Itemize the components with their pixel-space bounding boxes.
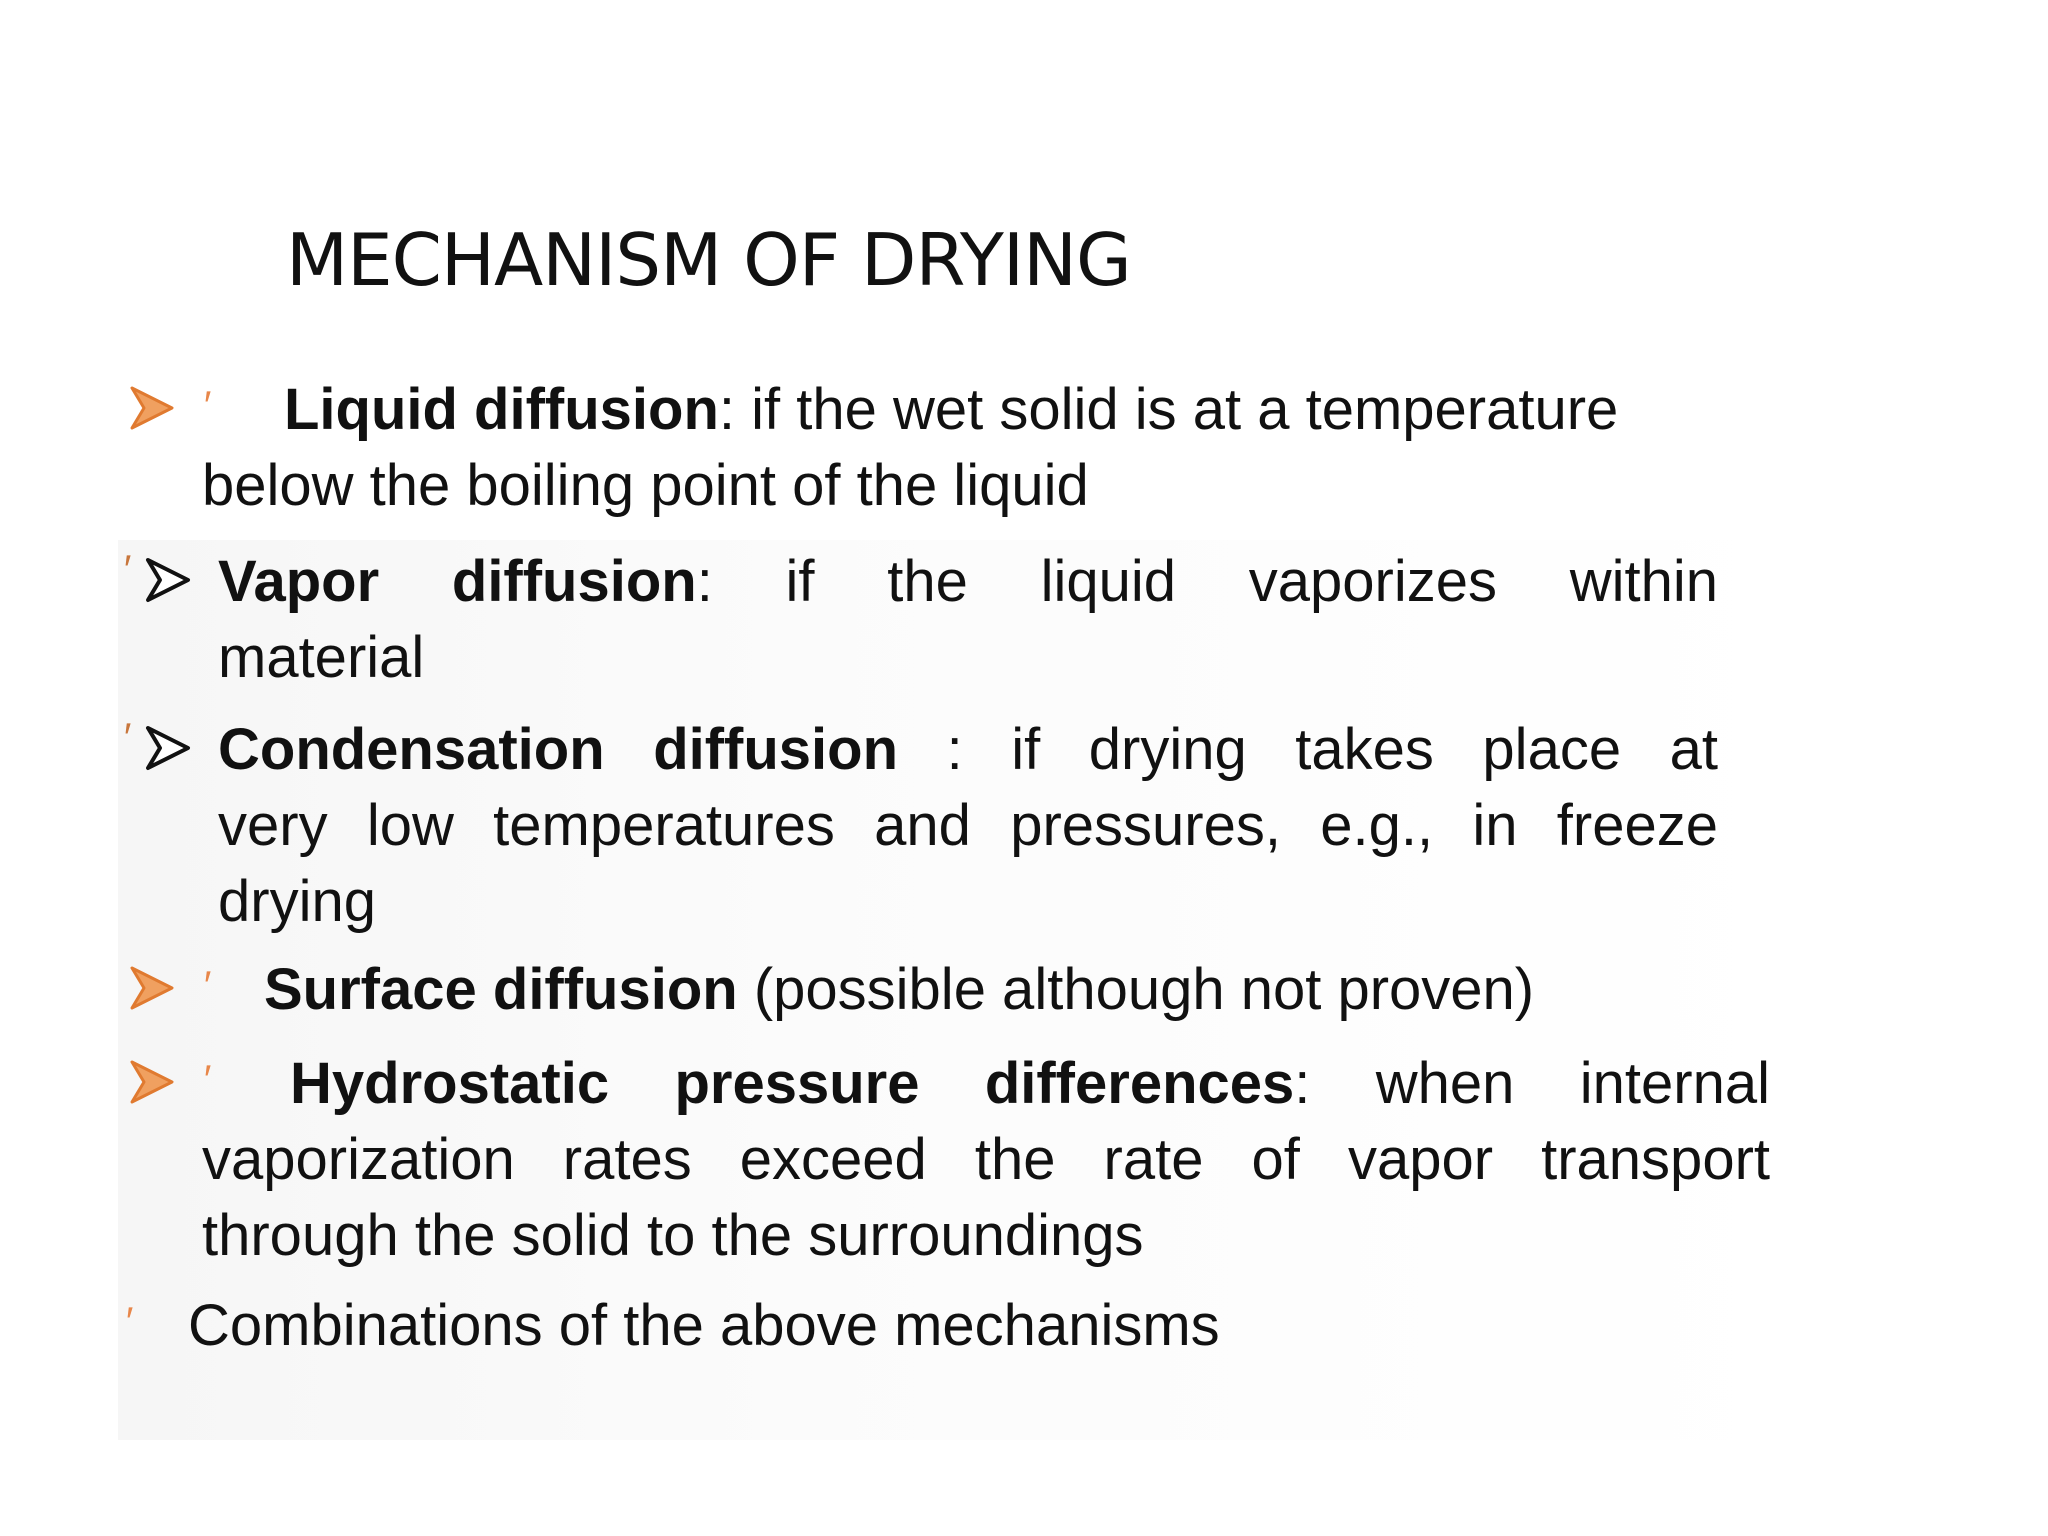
- item-text-line2: material: [218, 625, 425, 690]
- bullet-tick-mark: ′: [202, 384, 210, 428]
- list-item-surface-diffusion: [264, 952, 1764, 1028]
- bullet-tick-mark: ′: [124, 1300, 132, 1344]
- orange-arrow-bullet-icon: [128, 1058, 176, 1106]
- item-text-line2: very low temperatures and pressures, e.g., in freeze: [218, 793, 1718, 858]
- item-term: Hydrostatic pressure differences: [290, 1051, 1295, 1116]
- item-term: Surface diffusion: [264, 957, 738, 1022]
- item-text: : when internal: [1294, 1051, 1770, 1116]
- item-text-line2: vaporization rates exceed the rate of vapor transport: [202, 1127, 1770, 1192]
- slide-title: MECHANISM OF DRYING: [286, 218, 1131, 302]
- item-text-line3: through the solid to the surroundings: [202, 1203, 1144, 1268]
- black-arrow-bullet-icon: [144, 724, 192, 772]
- list-item-liquid-diffusion: [202, 372, 1722, 524]
- item-term: Liquid diffusion: [284, 377, 719, 442]
- bullet-tick-mark: ′: [202, 1058, 210, 1102]
- list-item-hydrostatic-pressure: [202, 1046, 1770, 1274]
- item-text-line2: below the boiling point of the liquid: [202, 453, 1089, 518]
- item-text-line3: drying: [218, 869, 376, 934]
- item-text: Combinations of the above mechanisms: [188, 1293, 1220, 1358]
- list-item-combinations: [188, 1288, 1688, 1364]
- bullet-tick-mark: ′: [122, 716, 130, 760]
- bullet-tick-mark: ′: [202, 964, 210, 1008]
- list-item-vapor-diffusion: [218, 544, 1718, 696]
- bullet-tick-mark: ′: [122, 548, 130, 592]
- item-term: Condensation diffusion: [218, 717, 899, 782]
- item-text: : if the wet solid is at a temperature: [718, 377, 1619, 442]
- item-text: : if drying takes place at: [898, 717, 1718, 782]
- item-text: : if the liquid vaporizes within: [696, 549, 1718, 614]
- orange-arrow-bullet-icon: [128, 964, 176, 1012]
- orange-arrow-bullet-icon: [128, 384, 176, 432]
- item-text: (possible although not proven): [737, 957, 1535, 1022]
- list-item-condensation-diffusion: [218, 712, 1718, 940]
- black-arrow-bullet-icon: [144, 556, 192, 604]
- item-term: Vapor diffusion: [218, 549, 697, 614]
